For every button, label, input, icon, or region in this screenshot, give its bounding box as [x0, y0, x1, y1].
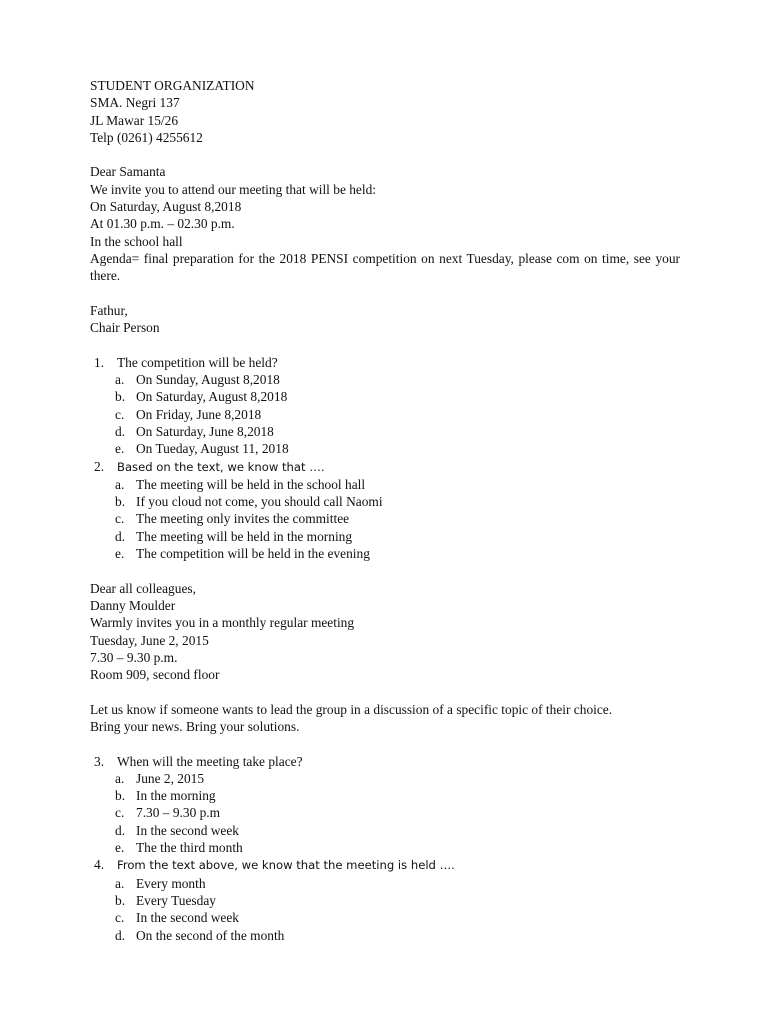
- option-text: On Friday, June 8,2018: [136, 406, 262, 422]
- option-text: June 2, 2015: [136, 770, 205, 786]
- option-item: [90, 875, 680, 892]
- spacer: [90, 336, 680, 353]
- letter-1: [90, 77, 680, 354]
- question-number: 1.: [94, 354, 105, 370]
- option-item: [90, 839, 680, 856]
- option-item: [90, 493, 680, 510]
- option-letter: b.: [115, 389, 126, 405]
- question-2: [90, 458, 680, 563]
- option-text: The meeting will be held in the school hall: [136, 476, 366, 492]
- school-address: JL Mawar 15/26: [90, 112, 179, 128]
- letter-1-date: On Saturday, August 8,2018: [90, 199, 242, 215]
- option-letter: d.: [115, 822, 126, 838]
- option-item: [90, 822, 680, 839]
- option-item: [90, 892, 680, 909]
- option-text: Every Tuesday: [136, 892, 216, 908]
- option-text: In the second week: [136, 910, 239, 926]
- option-item: [90, 545, 680, 562]
- spacer: [90, 735, 680, 752]
- org-name: STUDENT ORGANIZATION: [90, 78, 255, 93]
- option-text: On Saturday, June 8,2018: [136, 423, 274, 439]
- option-text: The meeting only invites the committee: [136, 511, 350, 527]
- question-number: 4.: [94, 857, 105, 873]
- option-text: The the third month: [136, 840, 243, 856]
- option-text: In the morning: [136, 788, 216, 804]
- option-item: [90, 770, 680, 787]
- option-item: [90, 787, 680, 804]
- option-text: The meeting will be held in the morning: [136, 528, 353, 544]
- option-letter: c.: [115, 511, 125, 527]
- letter-2: [90, 580, 680, 753]
- option-letter: e.: [115, 441, 125, 457]
- question-text: Based on the text, we know that ….: [117, 459, 325, 474]
- option-letter: b.: [115, 494, 126, 510]
- question-text: The competition will be held?: [117, 354, 278, 370]
- option-item: [90, 371, 680, 388]
- option-item: [90, 406, 680, 423]
- option-letter: a.: [115, 476, 125, 492]
- option-letter: a.: [115, 875, 125, 891]
- option-item: [90, 476, 680, 493]
- option-list: [90, 371, 680, 457]
- letter-1-time: At 01.30 p.m. – 02.30 p.m.: [90, 216, 235, 232]
- option-list: [90, 770, 680, 856]
- option-item: [90, 927, 680, 944]
- spacer: [90, 562, 680, 579]
- option-item: [90, 423, 680, 440]
- option-letter: b.: [115, 892, 126, 908]
- option-text: Every month: [136, 875, 206, 891]
- letter-2-invite: Warmly invites you in a monthly regular meeting: [90, 615, 355, 631]
- letter-1-sign-title: Chair Person: [90, 320, 160, 336]
- option-letter: d.: [115, 423, 126, 439]
- question-list-2: [90, 753, 680, 944]
- option-letter: e.: [115, 840, 125, 856]
- question-list-1: [90, 354, 680, 563]
- letter-2-room: Room 909, second floor: [90, 667, 220, 683]
- spacer: [90, 285, 680, 302]
- spacer: [90, 146, 680, 163]
- letter-1-agenda: Agenda= final preparation for the 2018 PENSI competition on next Tuesday, please com on time, see your there.: [90, 250, 680, 284]
- option-text: 7.30 – 9.30 p.m: [136, 805, 221, 821]
- option-letter: a.: [115, 770, 125, 786]
- option-list: [90, 875, 680, 944]
- option-item: [90, 909, 680, 926]
- option-text: On the second of the month: [136, 927, 285, 943]
- option-item: [90, 510, 680, 527]
- letter-1-place: In the school hall: [90, 233, 183, 249]
- letter-2-sender: Danny Moulder: [90, 597, 176, 613]
- option-text: In the second week: [136, 822, 239, 838]
- option-text: On Sunday, August 8,2018: [136, 372, 280, 388]
- document-page: [90, 77, 680, 944]
- option-letter: c.: [115, 805, 125, 821]
- option-letter: a.: [115, 372, 125, 388]
- question-text: From the text above, we know that the meeting is held ….: [117, 858, 455, 873]
- letter-1-sign-name: Fathur,: [90, 302, 128, 318]
- question-number: 3.: [94, 753, 105, 769]
- option-text: On Saturday, August 8,2018: [136, 389, 288, 405]
- letter-1-invite: We invite you to attend our meeting that will be held:: [90, 181, 377, 197]
- question-3: [90, 753, 680, 857]
- option-text: The competition will be held in the evening: [136, 546, 370, 562]
- option-item: [90, 528, 680, 545]
- option-text: On Tueday, August 11, 2018: [136, 441, 289, 457]
- letter-2-greeting: Dear all colleagues,: [90, 580, 196, 596]
- letter-1-greeting: Dear Samanta: [90, 164, 166, 180]
- option-text: If you cloud not come, you should call Naomi: [136, 494, 383, 510]
- letter-2-body-line-2: Bring your news. Bring your solutions.: [90, 718, 300, 734]
- option-item: [90, 804, 680, 821]
- letter-2-body-line-1: Let us know if someone wants to lead the group in a discussion of a specific topic of their choice.: [90, 701, 613, 717]
- school-phone: Telp (0261) 4255612: [90, 129, 203, 145]
- option-letter: e.: [115, 546, 125, 562]
- option-letter: d.: [115, 927, 126, 943]
- option-letter: c.: [115, 406, 125, 422]
- option-item: [90, 440, 680, 457]
- option-item: [90, 388, 680, 405]
- spacer: [90, 683, 680, 700]
- school-name: SMA. Negri 137: [90, 95, 180, 111]
- option-letter: c.: [115, 910, 125, 926]
- question-4: [90, 856, 680, 943]
- option-letter: b.: [115, 788, 126, 804]
- question-number: 2.: [94, 458, 105, 474]
- letter-2-date: Tuesday, June 2, 2015: [90, 632, 209, 648]
- option-list: [90, 476, 680, 562]
- option-letter: d.: [115, 528, 126, 544]
- letter-2-time: 7.30 – 9.30 p.m.: [90, 649, 178, 665]
- question-text: When will the meeting take place?: [117, 753, 303, 769]
- question-1: [90, 354, 680, 458]
